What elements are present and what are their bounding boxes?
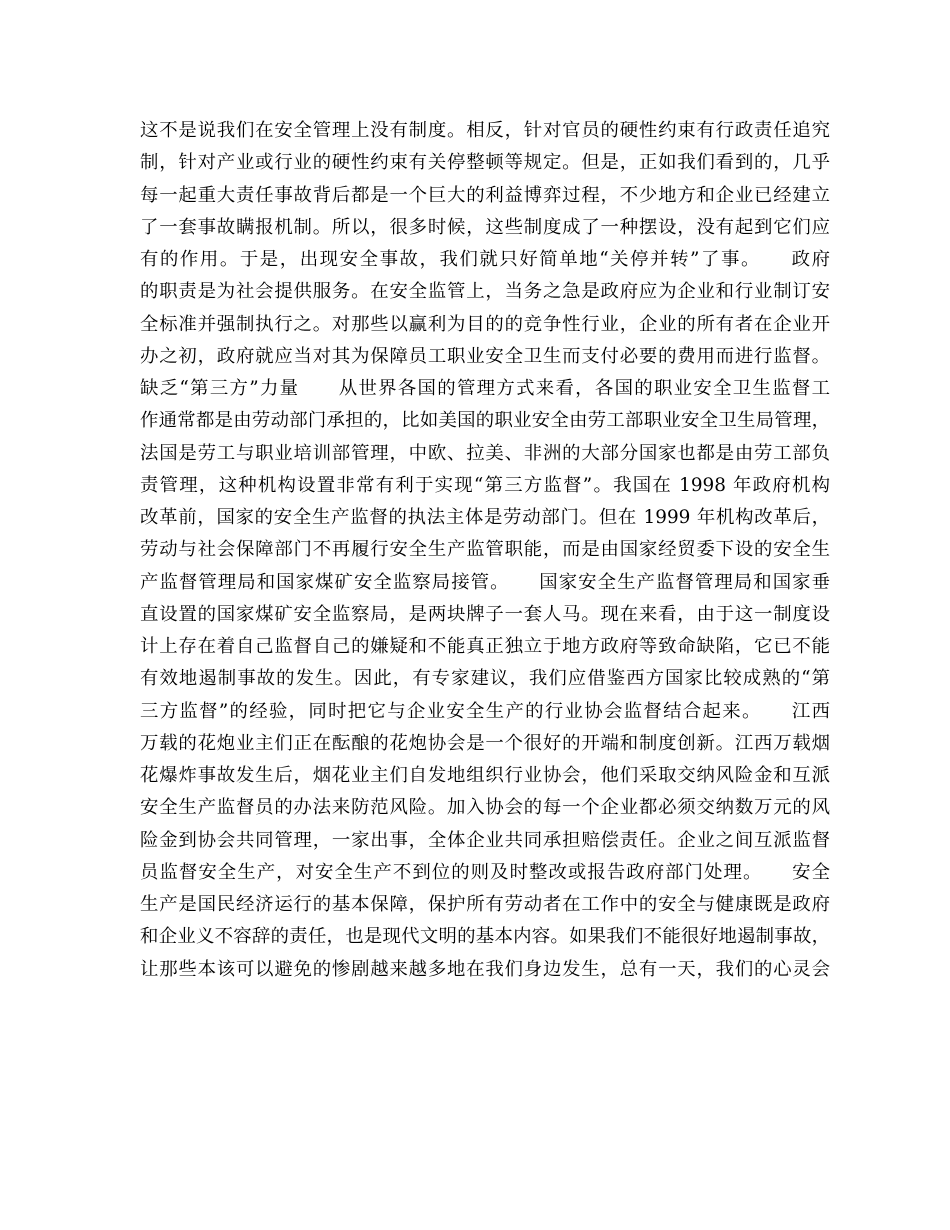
text-line: 了一套事故瞒报机制。所以，很多时候，这些制度成了一种摆设，没有起到它们应 (140, 216, 830, 238)
text-line: 每一起重大责任事故背后都是一个巨大的利益博弈过程，不少地方和企业已经建立 (140, 184, 830, 206)
text-line: 让那些本该可以避免的惨剧越来越多地在我们身边发生，总有一天，我们的心灵会 (140, 958, 830, 980)
text-line: 有效地遏制事故的发生。因此，有专家建议，我们应借鉴西方国家比较成熟的“第 (140, 668, 830, 690)
text-line: 办之初，政府就应当对其为保障员工职业安全卫生而支付必要的费用而进行监督。 (140, 345, 830, 367)
text-line: 生产是国民经济运行的基本保障，保护所有劳动者在工作中的安全与健康既是政府 (140, 894, 830, 915)
text-line: 制，针对产业或行业的硬性约束有关停整顿等规定。但是，正如我们看到的，几乎 (140, 152, 830, 174)
text-line: 的职责是为社会提供服务。在安全监管上，当务之急是政府应为企业和行业制订安 (140, 281, 830, 303)
text-line: 计上存在着自己监督自己的嫌疑和不能真正独立于地方政府等致命缺陷，它已不能 (140, 636, 830, 657)
text-line: 三方监督”的经验，同时把它与企业安全生产的行业协会监督结合起来。 江西 (140, 700, 830, 722)
text-line: 全标准并强制执行之。对那些以赢利为目的的竞争性行业，企业的所有者在企业开 (140, 313, 830, 335)
body-text (140, 115, 830, 986)
text-line: 改革前，国家的安全生产监督的执法主体是劳动部门。但在 1999 年机构改革后， (140, 507, 830, 528)
text-line: 责管理，这种机构设置非常有利于实现“第三方监督”。我国在 1998 年政府机构 (140, 474, 830, 496)
text-line: 有的作用。于是，出现安全事故，我们就只好简单地“关停并转”了事。 政府 (140, 249, 830, 270)
text-line: 和企业义不容辞的责任，也是现代文明的基本内容。如果我们不能很好地遏制事故， (140, 926, 830, 948)
text-line: 安全生产监督员的办法来防范风险。加入协会的每一个企业都必须交纳数万元的风 (140, 797, 830, 819)
text-line: 花爆炸事故发生后，烟花业主们自发地组织行业协会，他们采取交纳风险金和互派 (140, 765, 830, 786)
text-line: 作通常都是由劳动部门承担的，比如美国的职业安全由劳工部职业安全卫生局管理， (140, 410, 830, 432)
text-line: 万载的花炮业主们正在酝酿的花炮协会是一个很好的开端和制度创新。江西万载烟 (140, 732, 830, 754)
text-line: 法国是劳工与职业培训部管理，中欧、拉美、非洲的大部分国家也都是由劳工部负 (140, 442, 830, 464)
text-line: 缺乏“第三方”力量 从世界各国的管理方式来看，各国的职业安全卫生监督工 (140, 378, 830, 399)
text-line: 直设置的国家煤矿安全监察局，是两块牌子一套人马。现在来看，由于这一制度设 (140, 603, 830, 625)
text-line: 劳动与社会保障部门不再履行安全生产监管职能，而是由国家经贸委下设的安全生 (140, 539, 830, 561)
text-line: 险金到协会共同管理，一家出事，全体企业共同承担赔偿责任。企业之间互派监督 (140, 829, 830, 851)
text-line: 产监督管理局和国家煤矿安全监察局接管。 国家安全生产监督管理局和国家垂 (140, 571, 830, 593)
text-line: 这不是说我们在安全管理上没有制度。相反，针对官员的硬性约束有行政责任追究 (140, 120, 830, 141)
text-line: 员监督安全生产，对安全生产不到位的则及时整改或报告政府部门处理。 安全 (140, 861, 830, 883)
